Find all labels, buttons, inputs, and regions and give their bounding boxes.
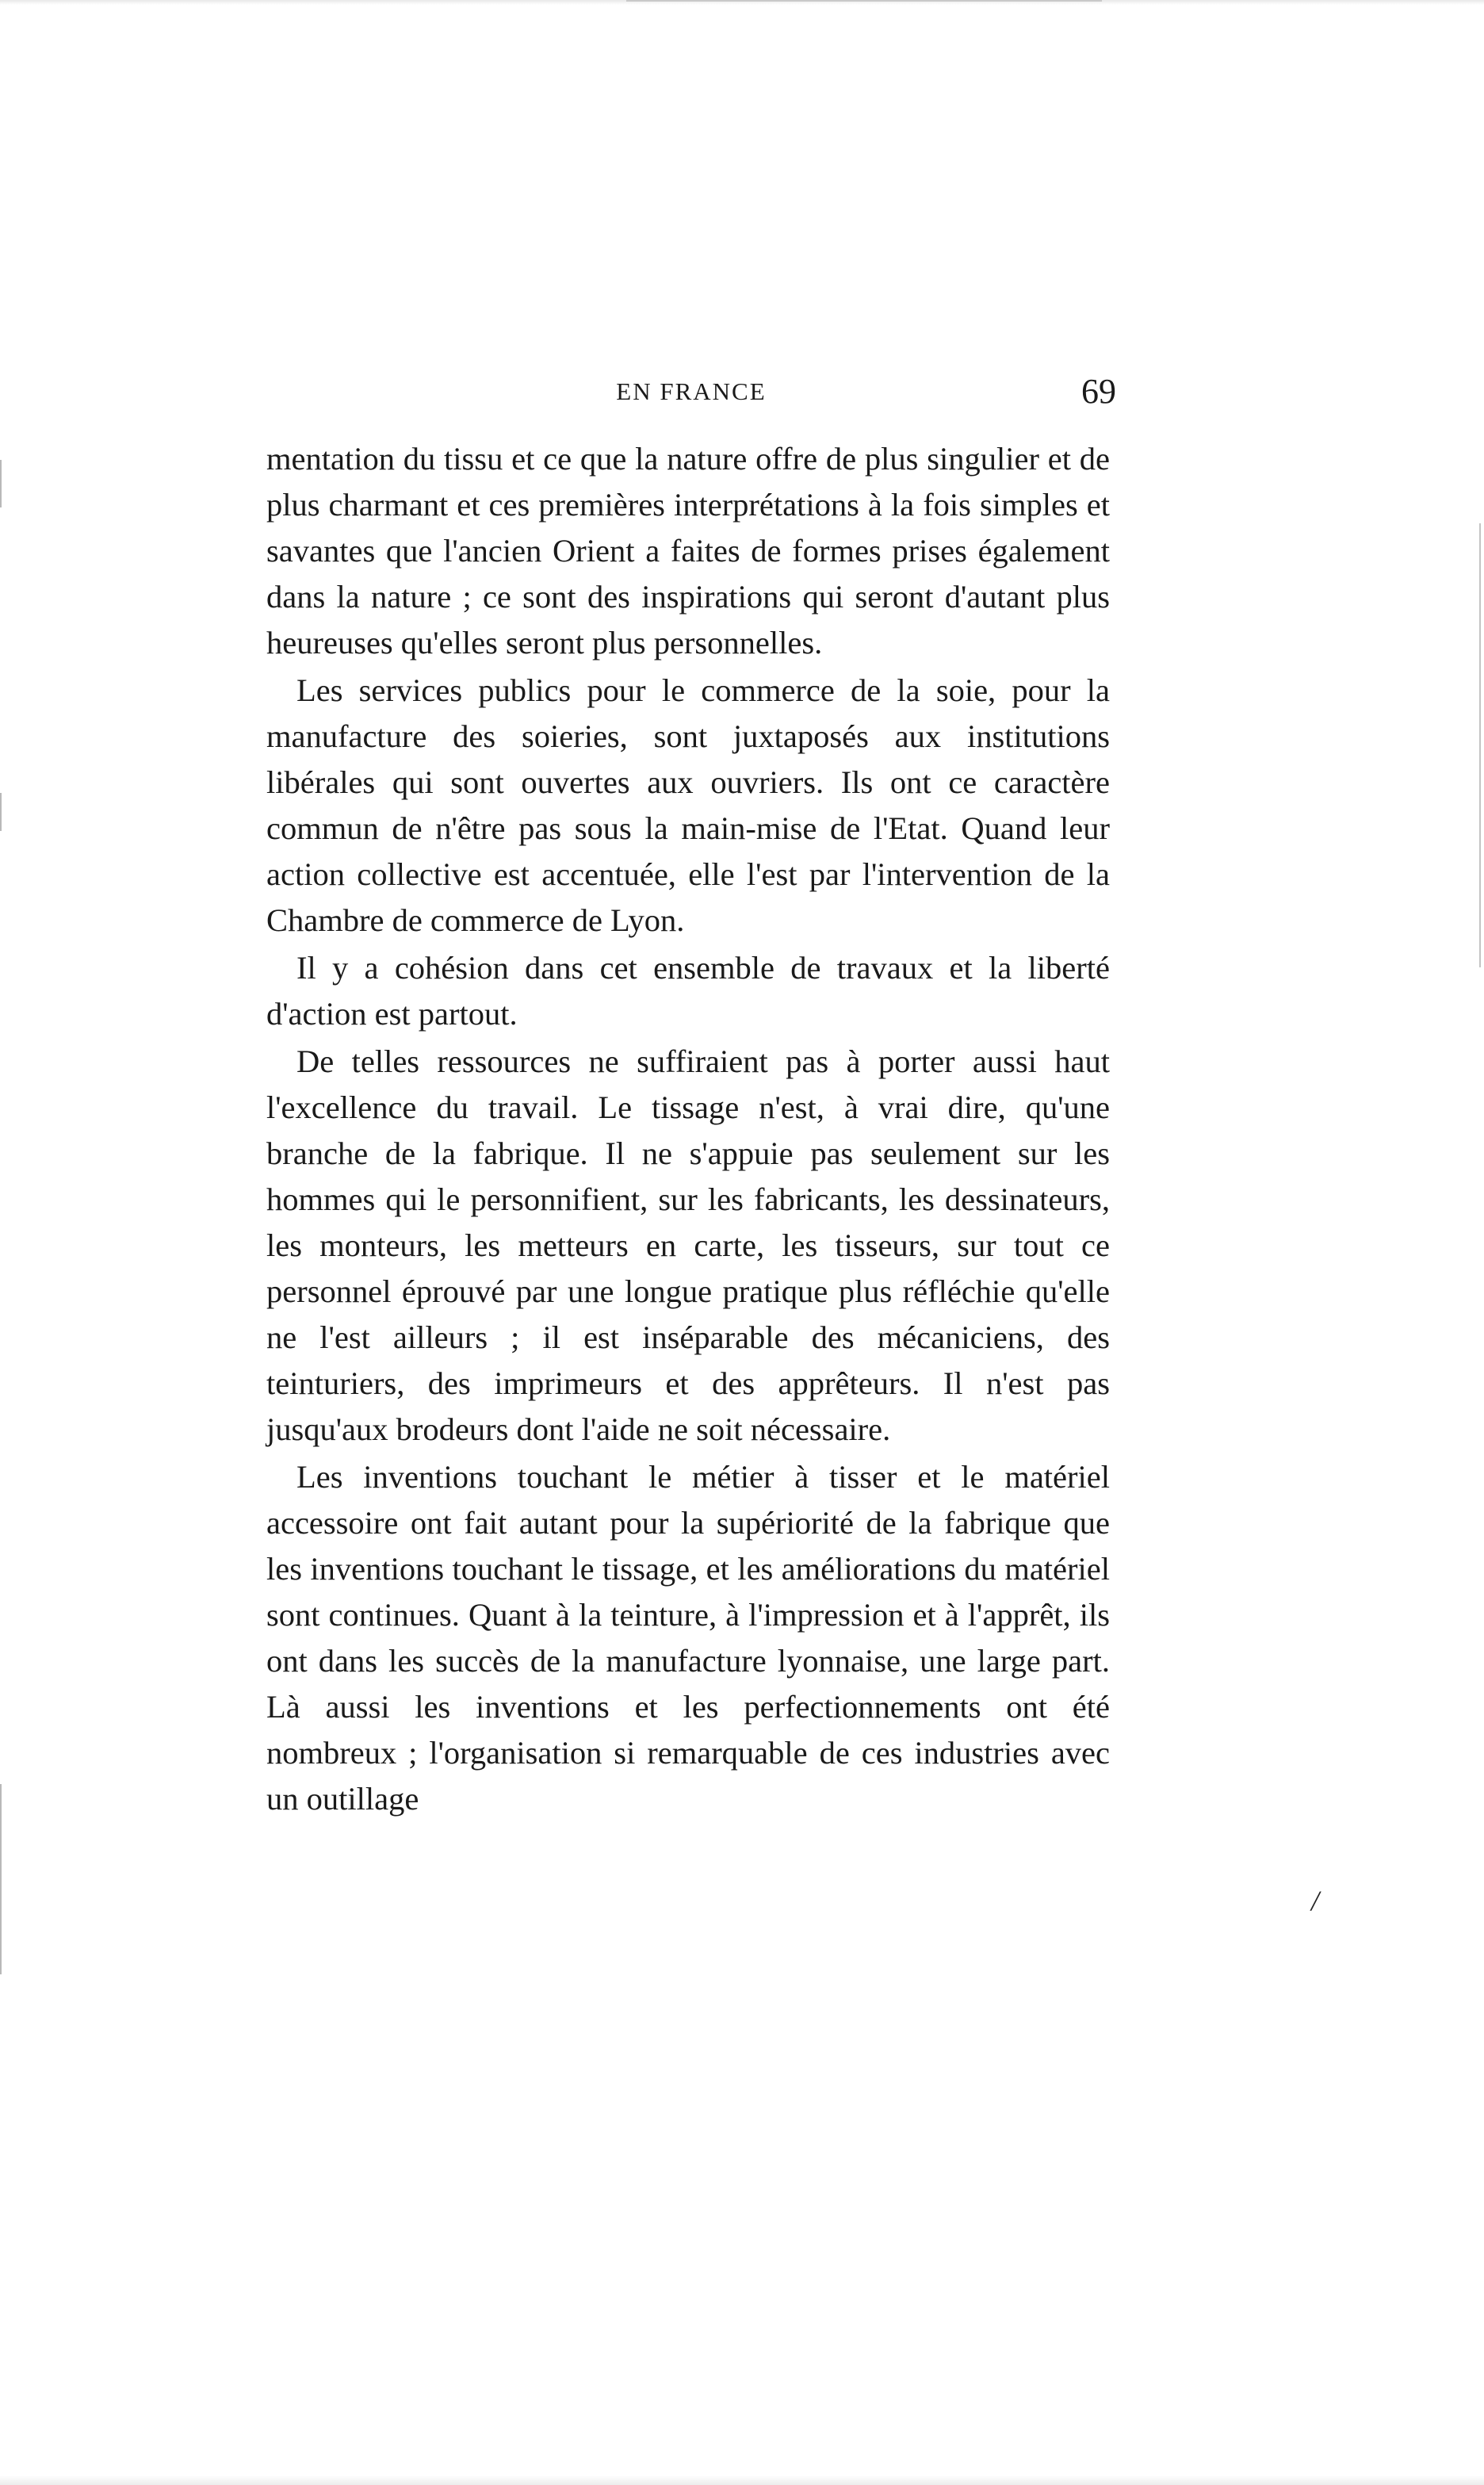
page-header	[266, 371, 1116, 415]
left-margin-mark	[0, 460, 2, 507]
paragraph-1: mentation du tissu et ce que la nature offre de plus singulier et de plus charmant et ces premières interprétations à la fois simples et savantes que l'ancien Orient a faites de formes prises également dans la nature ; ce sont des inspirations qui seront d'autant plus heureuses qu'elles seront plus personnelles.	[266, 441, 1110, 660]
paragraph-4: De telles ressources ne suffiraient pas à porter aussi haut l'excellence du travail. Le tissage n'est, à vrai dire, qu'une branche de la fabrique. Il ne s'appuie pas seulement sur les hommes qui le personnifient, sur les fabricants, les dessinateurs, les monteurs, les metteurs en carte, les tisseurs, sur tout ce personnel éprouvé par une longue pratique plus réfléchie qu'elle ne l'est ailleurs ; il est inséparable des mécaniciens, des teinturiers, des imprimeurs et des apprêteurs. Il n'est pas jusqu'aux brodeurs dont l'aide ne soit nécessaire.	[266, 1043, 1110, 1447]
paragraph-3: Il y a cohésion dans cet ensemble de travaux et la liberté d'action est partout.	[266, 950, 1110, 1032]
scan-rule-top	[626, 0, 1102, 2]
paragraph-2: Les services publics pour le commerce de la soie, pour la manufacture des soieries, sont juxtaposés aux institutions libérales qui sont ouvertes aux ouvriers. Ils ont ce caractère commun de n'être pas sous la main-mise de l'Etat. Quand leur action collective est accentuée, elle l'est par l'intervention de la Chambre de commerce de Lyon.	[266, 672, 1110, 938]
left-margin-mark	[0, 793, 2, 831]
page-number: 69	[1081, 372, 1116, 411]
body-text	[266, 436, 1110, 1822]
stray-ink-mark: /	[1311, 1885, 1320, 1916]
running-title: EN FRANCE	[616, 377, 767, 405]
left-margin-mark	[0, 1784, 2, 1974]
scan-edge-bottom	[0, 2475, 1484, 2485]
right-margin-mark	[1479, 523, 1481, 967]
paragraph-5: Les inventions touchant le métier à tisser et le matériel accessoire ont fait autant pour la supériorité de la fabrique que les inventions touchant le tissage, et les améliorations du matériel sont continues. Quant à la teinture, à l'impression et à l'apprêt, ils ont dans les succès de la manufacture lyonnaise, une large part. Là aussi les inventions et les perfectionnements ont été nombreux ; l'organisation si remarquable de ces industries avec un outillage	[266, 1459, 1110, 1817]
